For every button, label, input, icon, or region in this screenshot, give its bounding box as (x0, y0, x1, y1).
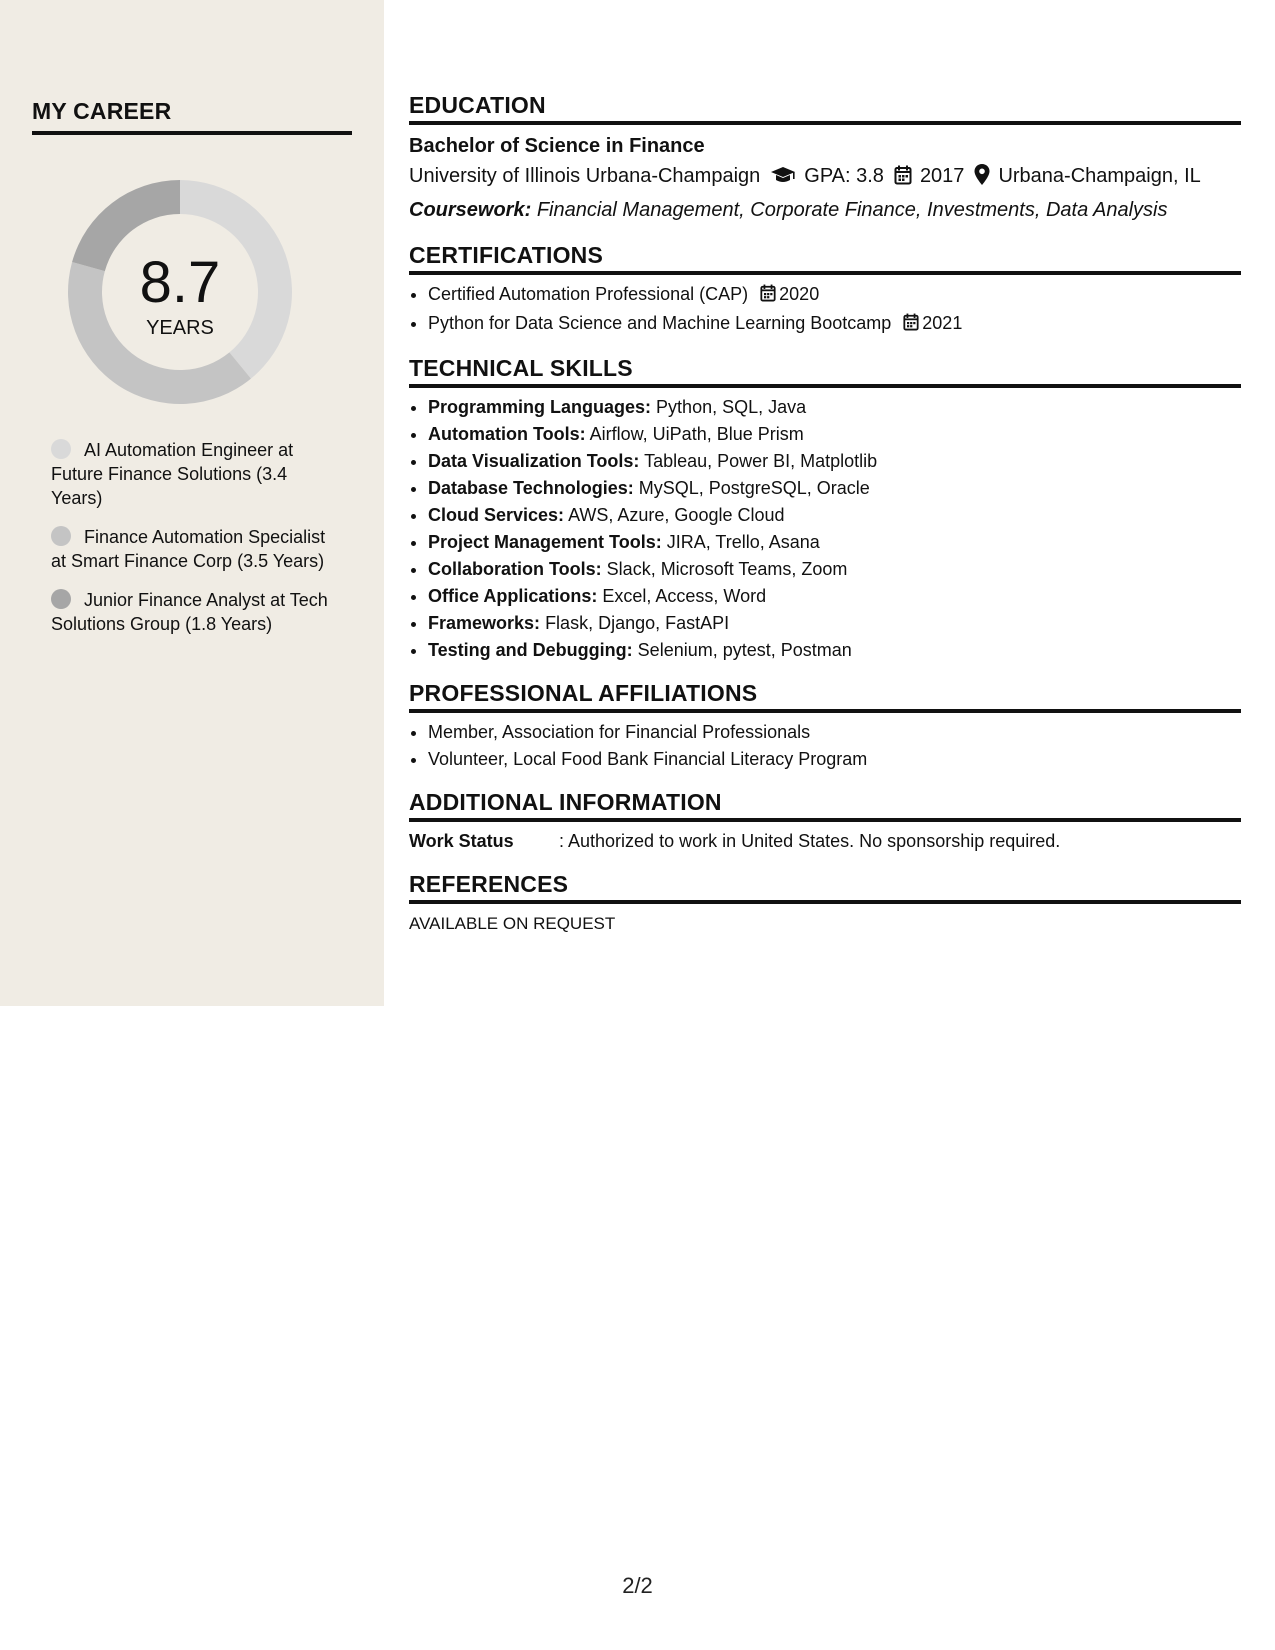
skill-value: JIRA, Trello, Asana (666, 532, 820, 552)
skill-value: MySQL, PostgreSQL, Oracle (638, 478, 870, 498)
education-details (409, 161, 1241, 195)
career-sidebar (0, 0, 384, 1006)
career-legend (51, 438, 341, 651)
graduation-year: 2017 (919, 165, 965, 187)
coursework-line (409, 195, 1241, 226)
career-item-text: Junior Finance Analyst at Tech Solutions Group (1.8 Years) (51, 590, 328, 634)
certification-name: Certified Automation Professional (CAP) (428, 284, 749, 304)
skill-item (428, 448, 1241, 475)
location-pin-icon (974, 164, 990, 195)
affiliation-item: • Member, Association for Financial Professionals (428, 719, 1241, 746)
coursework-list: Financial Management, Corporate Finance, Investments, Data Analysis (536, 199, 1168, 221)
skill-label: Programming Languages: (428, 397, 652, 417)
references-heading: REFERENCES (409, 871, 1241, 904)
legend-dot-icon (51, 439, 71, 459)
affiliations-list (409, 719, 1241, 773)
resume-main (409, 92, 1241, 953)
additional-info-heading: ADDITIONAL INFORMATION (409, 789, 1241, 822)
references-section (409, 871, 1241, 937)
calendar-icon (894, 164, 912, 195)
certification-year: 2021 (922, 313, 963, 333)
skill-value: Flask, Django, FastAPI (545, 613, 730, 633)
skill-value: Tableau, Power BI, Matplotlib (644, 451, 878, 471)
career-item (51, 588, 341, 636)
skill-item (428, 475, 1241, 502)
skill-item (428, 610, 1241, 637)
skill-label: Cloud Services: (428, 505, 565, 525)
skill-label: Collaboration Tools: (428, 559, 602, 579)
certification-item (428, 310, 1241, 339)
skill-value: Python, SQL, Java (656, 397, 807, 417)
graduation-cap-icon (770, 164, 796, 195)
skill-value: Slack, Microsoft Teams, Zoom (606, 559, 848, 579)
skill-value: Selenium, pytest, Postman (637, 640, 852, 660)
affiliation-item: • Volunteer, Local Food Bank Financial Literacy Program (428, 746, 1241, 773)
skill-value: Airflow, UiPath, Blue Prism (589, 424, 804, 444)
education-section (409, 92, 1241, 226)
legend-dot-icon (51, 526, 71, 546)
skill-label: Data Visualization Tools: (428, 451, 640, 471)
total-years-value: 8.7 (139, 250, 221, 315)
coursework-label: Coursework: (409, 199, 532, 221)
certification-year: 2020 (779, 284, 820, 304)
gpa-value: GPA: 3.8 (804, 165, 884, 187)
career-donut-chart (64, 176, 296, 408)
skill-label: Automation Tools: (428, 424, 586, 444)
affiliations-section (409, 680, 1241, 773)
page-number: 2/2 (622, 1573, 653, 1598)
certifications-list (409, 281, 1241, 339)
skill-label: Frameworks: (428, 613, 541, 633)
skill-item (428, 421, 1241, 448)
affiliations-heading: PROFESSIONAL AFFILIATIONS (409, 680, 1241, 713)
career-title: MY CAREER (32, 98, 352, 135)
skill-label: Office Applications: (428, 586, 598, 606)
education-heading: EDUCATION (409, 92, 1241, 125)
skills-list (409, 394, 1241, 664)
skill-item (428, 637, 1241, 664)
career-item-text: Finance Automation Specialist at Smart Finance Corp (3.5 Years) (51, 527, 326, 571)
skill-item (428, 502, 1241, 529)
certifications-heading: CERTIFICATIONS (409, 242, 1241, 275)
career-item (51, 525, 341, 573)
certifications-section (409, 242, 1241, 339)
skill-label: Database Technologies: (428, 478, 634, 498)
work-status-value: : Authorized to work in United States. No sponsorship required. (559, 831, 1061, 851)
work-status-row (409, 828, 1241, 855)
university-name: University of Illinois Urbana-Champaign (409, 165, 761, 187)
skill-item (428, 394, 1241, 421)
career-item-text: AI Automation Engineer at Future Finance Solutions (3.4 Years) (51, 440, 294, 508)
references-text: AVAILABLE ON REQUEST (409, 914, 616, 933)
skill-value: AWS, Azure, Google Cloud (568, 505, 785, 525)
calendar-icon (903, 312, 919, 339)
degree-name: Bachelor of Science in Finance (409, 135, 705, 157)
education-location: Urbana-Champaign, IL (998, 165, 1201, 187)
certification-item (428, 281, 1241, 310)
skills-section (409, 355, 1241, 664)
skill-item (428, 556, 1241, 583)
skill-value: Excel, Access, Word (602, 586, 767, 606)
skills-heading: TECHNICAL SKILLS (409, 355, 1241, 388)
calendar-icon (760, 283, 776, 310)
certification-name: Python for Data Science and Machine Learning Bootcamp (428, 313, 892, 333)
skill-item (428, 583, 1241, 610)
career-item (51, 438, 341, 510)
additional-info-section (409, 789, 1241, 855)
skill-item (428, 529, 1241, 556)
skill-label: Testing and Debugging: (428, 640, 633, 660)
work-status-label: Work Status (409, 831, 514, 851)
total-years-label: YEARS (146, 317, 214, 339)
legend-dot-icon (51, 589, 71, 609)
skill-label: Project Management Tools: (428, 532, 662, 552)
